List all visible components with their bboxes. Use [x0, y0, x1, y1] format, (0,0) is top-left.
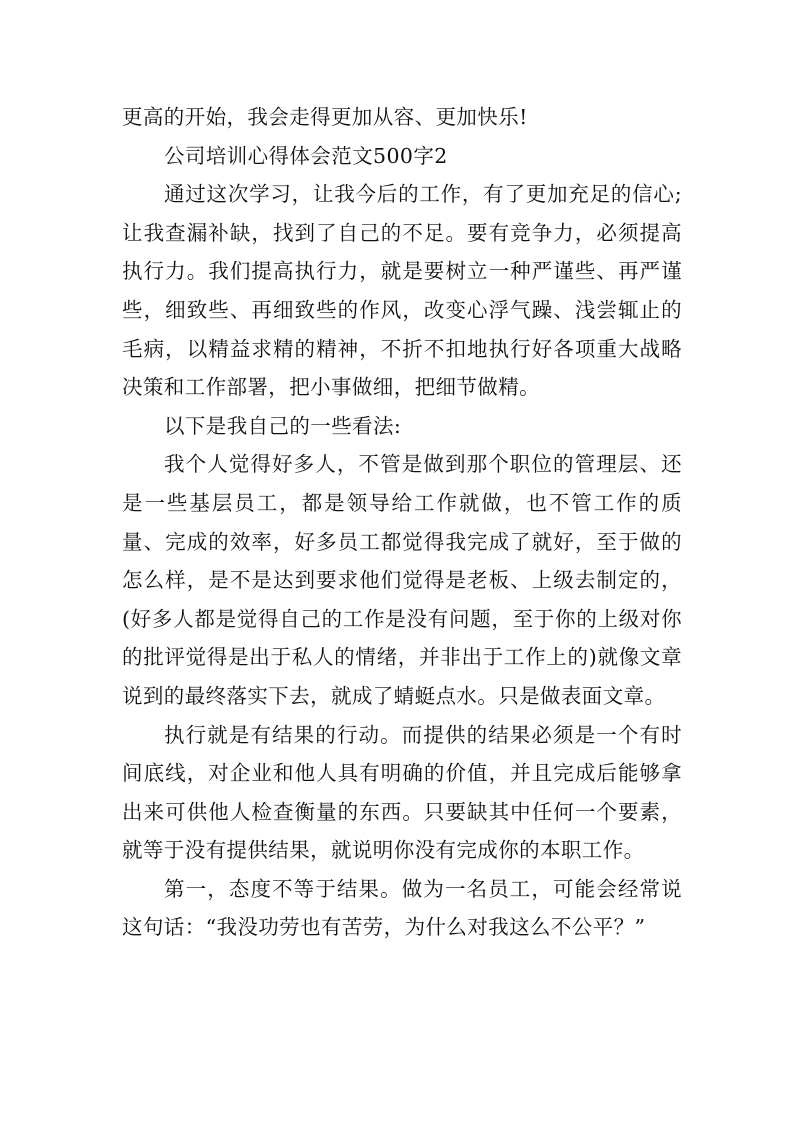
- paragraph-continuation: 更高的开始，我会走得更加从容、更加快乐!: [122, 105, 528, 129]
- paragraph-execution: 执行就是有结果的行动。而提供的结果必须是一个有时间底线，对企业和他人具有明确的价值，并且完成后能够拿出来可供他人检查衡量的东西。只要缺其中任何一个要素，就等于没有提供结果，就说明你没有完成你的本职工作。: [122, 722, 682, 863]
- section-heading: 公司培训心得体会范文500字2: [164, 143, 448, 168]
- paragraph-attitude: 第一，态度不等于结果。做为一名员工，可能会经常说这句话：“我没功劳也有苦劳，为什么对我这么不公平？”: [122, 876, 682, 940]
- paragraph-learning: 通过这次学习，让我今后的工作，有了更加充足的信心;让我查漏补缺，找到了自己的不足。要有竞争力，必须提高执行力。我们提高执行力，就是要树立一种严谨些、再严谨些，细致些、再细致些的作风，改变心浮气躁、浅尝辄止的毛病，以精益求精的精神，不折不扣地执行好各项重大战略决策和工作部署，把小事做细，把细节做精。: [122, 182, 682, 400]
- paragraph-intro-views: 以下是我自己的一些看法:: [164, 413, 402, 438]
- document-body: [122, 98, 682, 947]
- paragraph-personal-view: 我个人觉得好多人，不管是做到那个职位的管理层、还是一些基层员工，都是领导给工作就做，也不管工作的质量、完成的效率，好多员工都觉得我完成了就好，至于做的怎么样，是不是达到要求他们觉得是老板、上级去制定的，(好多人都是觉得自己的工作是没有问题，至于你的上级对你的批评觉得是出于私人的情绪，并非出于工作上的)就像文章说到的最终落实下去，就成了蜻蜓点水。只是做表面文章。: [122, 452, 682, 708]
